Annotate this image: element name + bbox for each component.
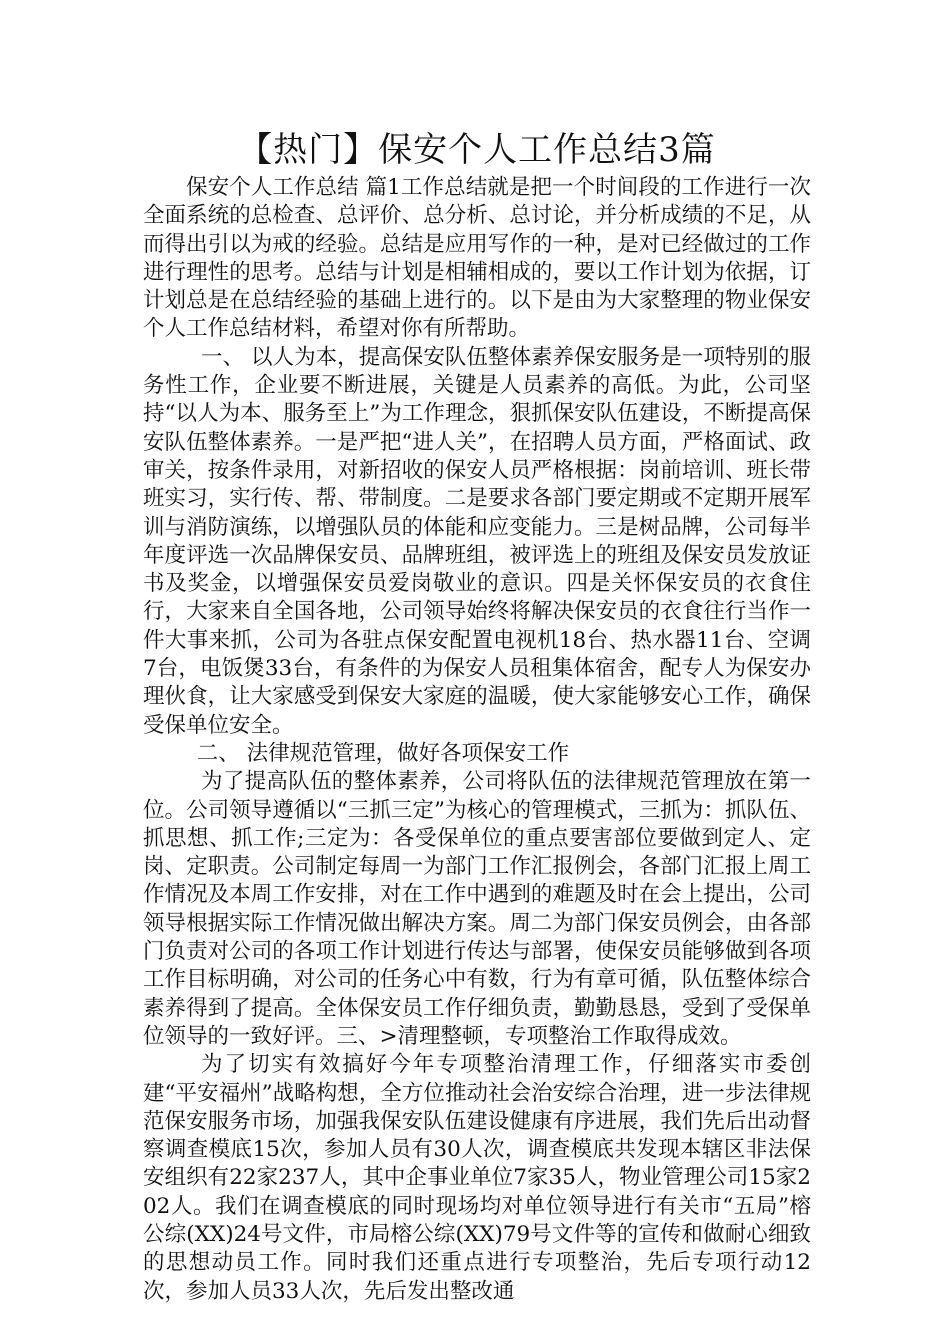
section-two-paragraph: 为了提高队伍的整体素养，公司将队伍的法律规范管理放在第一位。公司领导遵循以“三抓三定”为核心的管理模式，三抓为：抓队伍、抓思想、抓工作;三定为：各受保单位的重点要害部位要做到定人、定岗、定职责。公司制定每周一为部门工作汇报例会，各部门汇报上周工作情况及本周工作安排，对在工作中遇到的难题及时在会上提出，公司领导根据实际工作情况做出解决方案。周二为部门保安员例会，由各部门负责对公司的各项工作计划进行传达与部署，使保安员能够做到各项工作目标明确，对公司的任务心中有数，行为有章可循，队伍整体综合素养得到了提高。全体保安员工作仔细负责，勤勤恳恳，受到了受保单位领导的一致好评。三、>清理整顿，专项整治工作取得成效。 [143,769,811,1049]
document-title: 【热门】保安个人工作总结3篇 [238,130,716,170]
section-three-paragraph: 为了切实有效搞好今年专项整治清理工作，仔细落实市委创建“平安福州”战略构想，全方位推动社会治安综合治理，进一步法律规范保安服务市场，加强我保安队伍建设健康有序进展，我们先后出动督察调查模底15次，参加人员有30人次，调查模底共发现本辖区非法保安组织有22家237人，其中企事业单位7家35人，物业管理公司15家202人。我们在调查模底的同时现场均对单位领导进行有关市“五局”榕公综(XX)24号文件，市局榕公综(XX)79号文件等的宣传和做耐心细致的思想动员工作。同时我们还重点进行专项整治，先后专项行动12次，参加人员33人次，先后发出整改通 [143,1052,811,1304]
document-page [143,128,811,1306]
section-one-paragraph: 一、 以人为本，提高保安队伍整体素养保安服务是一项特别的服务性工作，企业要不断进展，关键是人员素养的高低。为此，公司坚持“以人为本、服务至上”为工作理念，狠抓保安队伍建设，不断提高保安队伍整体素养。一是严把“进人关”，在招聘人员方面，严格面试、政审关，按条件录用，对新招收的保安人员严格根据：岗前培训、班长带班实习，实行传、帮、带制度。二是要求各部门要定期或不定期开展军训与消防演练，以增强队员的体能和应变能力。三是树品牌，公司每半年度评选一次品牌保安员、品牌班组，被评选上的班组及保安员发放证书及奖金，以增强保安员爱岗敬业的意识。四是关怀保安员的衣食住行，大家来自全国各地，公司领导始终将解决保安员的衣食往行当作一件大事来抓，公司为各驻点保安配置电视机18台、热水器11台、空调7台，电饭煲33台，有条件的为保安人员租集体宿舍，配专人为保安办理伙食，让大家感受到保安大家庭的温暖，使大家能够安心工作，确保受保单位安全。 [143,344,811,738]
intro-paragraph: 保安个人工作总结 篇1工作总结就是把一个时间段的工作进行一次全面系统的总检查、总评价、总分析、总讨论，并分析成绩的不足，从而得出引以为戒的经验。总结是应用写作的一种，是对已经做过的工作进行理性的思考。总结与计划是相辅相成的，要以工作计划为依据，订计划总是在总结经验的基础上进行的。以下是由为大家整理的物业保安个人工作总结材料，希望对你有所帮助。 [143,175,811,342]
section-two-heading: 二、 法律规范管理，做好各项保安工作 [196,740,570,766]
